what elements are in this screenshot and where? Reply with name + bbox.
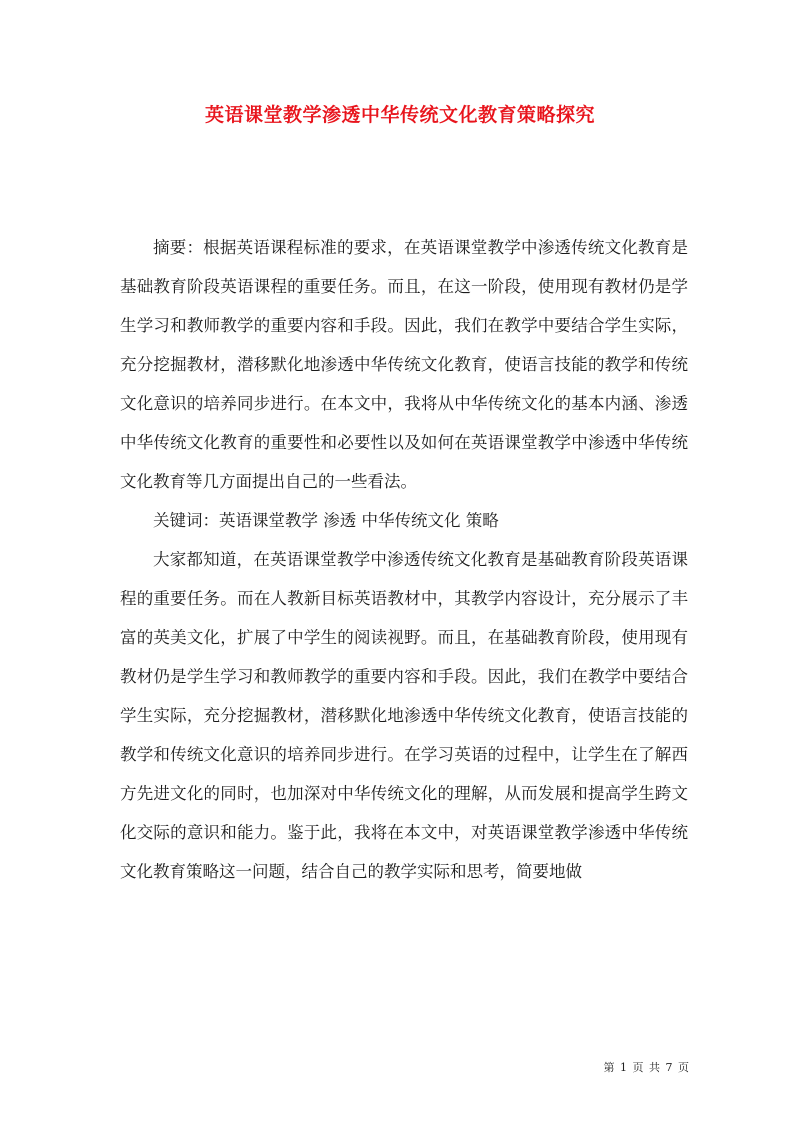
page-number: 第 1 页 共 7 页 [603,1061,690,1074]
keywords-paragraph: 关键词：英语课堂教学 渗透 中华传统文化 策略 [153,511,499,530]
document-title: 英语课堂教学渗透中华传统文化教育策略探究 [204,104,595,126]
abstract-paragraph: 摘要：根据英语课程标准的要求，在英语课堂教学中渗透传统文化教育是基础教育阶段英语课程的重要任务。而且，在这一阶段，使用现有教材仍是学生学习和教师教学的重要内容和手段。因此，我们在教学中要结合学生实际，充分挖掘教材，潜移默化地渗透中华传统文化教育，使语言技能的教学和传统文化意识的培养同步进行。在本文中，我将从中华传统文化的基本内涵、渗透中华传统文化教育的重要性和必要性以及如何在英语课堂教学中渗透中华传统文化教育等几方面提出自己的一些看法。 [120,238,688,491]
document-body [120,228,688,891]
intro-paragraph: 大家都知道，在英语课堂教学中渗透传统文化教育是基础教育阶段英语课程的重要任务。而在人教新目标英语教材中，其教学内容设计，充分展示了丰富的英美文化，扩展了中学生的阅读视野。而且，在基础教育阶段，使用现有教材仍是学生学习和教师教学的重要内容和手段。因此，我们在教学中要结合学生实际，充分挖掘教材，潜移默化地渗透中华传统文化教育，使语言技能的教学和传统文化意识的培养同步进行。在学习英语的过程中，让学生在了解西方先进文化的同时，也加深对中华传统文化的理解，从而发展和提高学生跨文化交际的意识和能力。鉴于此，我将在本文中，对英语课堂教学渗透中华传统文化教育策略这一问题，结合自己的教学实际和思考，简要地做 [120,550,688,881]
